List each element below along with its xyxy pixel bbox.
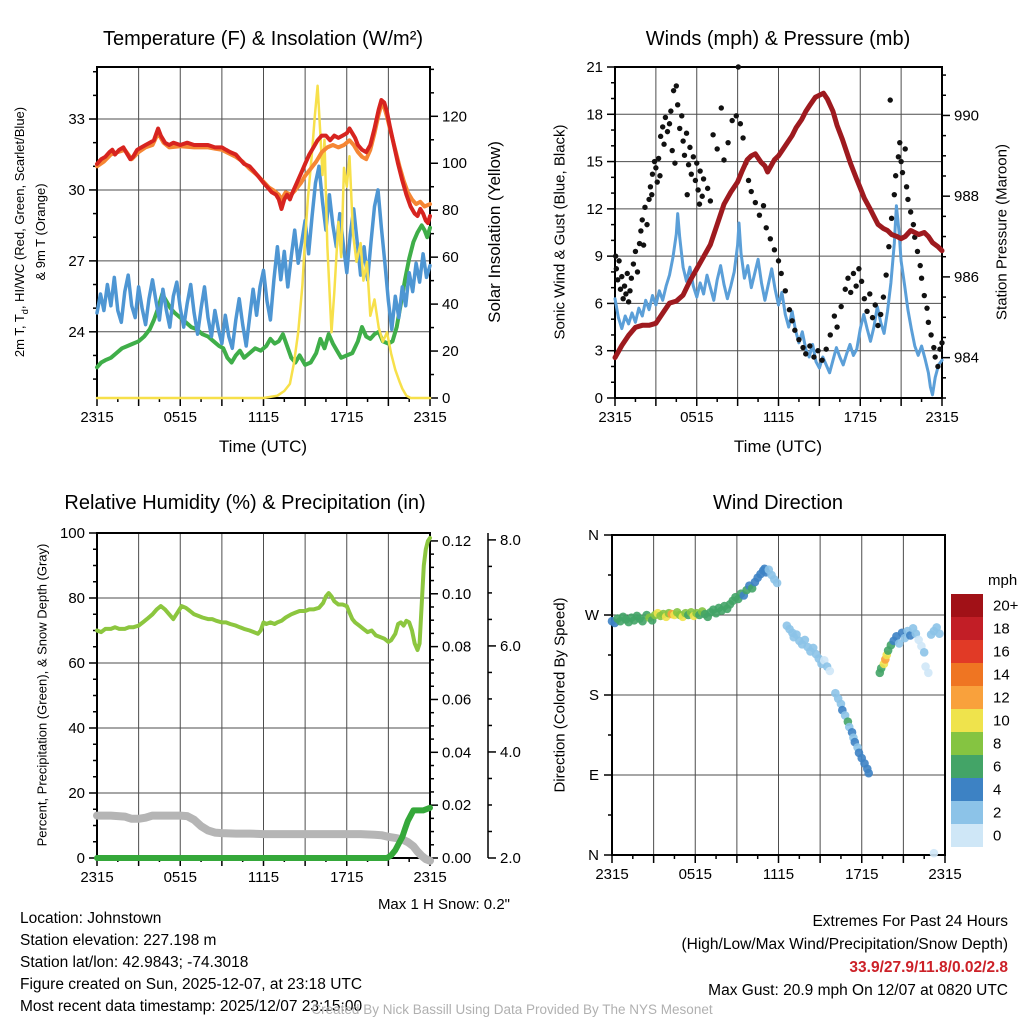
svg-text:20: 20 [68,785,85,802]
svg-text:21: 21 [586,59,603,76]
temp-y-axis-label-sub: d [19,309,30,315]
extremes-max-gust: Max Gust: 20.9 mph On 12/07 at 0820 UTC [708,982,1008,999]
svg-text:0.04: 0.04 [442,744,472,762]
svg-text:984: 984 [954,349,980,367]
svg-text:10: 10 [993,712,1010,730]
temp-y-axis-label [12,107,48,357]
svg-text:0: 0 [76,850,85,867]
svg-text:16: 16 [993,643,1010,661]
chart-title-wind-direction: Wind Direction [712,492,844,514]
svg-text:8: 8 [993,735,1002,753]
svg-text:988: 988 [954,188,980,206]
svg-text:1715: 1715 [845,866,879,883]
svg-text:0.02: 0.02 [442,797,472,815]
svg-text:8.0: 8.0 [500,531,521,549]
svg-text:18: 18 [586,106,603,124]
svg-text:0.12: 0.12 [442,532,472,550]
svg-text:0: 0 [993,827,1002,845]
svg-text:100: 100 [59,525,85,542]
footer-location: Location: Johnstown [20,910,162,927]
svg-text:0.10: 0.10 [442,585,472,603]
svg-text:60: 60 [442,249,459,267]
svg-text:18: 18 [993,620,1010,638]
extremes-block [682,910,1009,1002]
svg-text:0515: 0515 [163,409,197,426]
chart-title-humidity: Relative Humidity (%) & Precipitation (in) [64,492,426,514]
svg-text:2315: 2315 [413,409,447,426]
svg-text:1715: 1715 [330,409,364,426]
footer-timestamp: Most recent data timestamp: 2025/12/07 23:15:00 [20,998,363,1015]
svg-text:S: S [588,687,599,704]
winds-x-axis-label: Time (UTC) [733,437,823,456]
svg-text:4.0: 4.0 [500,743,521,761]
svg-text:12: 12 [993,689,1010,707]
svg-text:0: 0 [594,390,603,407]
direction-y-axis-label: Direction (Colored By Speed) [551,597,569,793]
svg-text:2.0: 2.0 [500,850,521,867]
svg-text:986: 986 [954,268,980,286]
chart-title-temperature: Temperature (F) & Insolation (W/m²) [102,28,424,50]
svg-text:0515: 0515 [680,409,714,426]
extremes-subheading: (High/Low/Max Wind/Precipitation/Snow Depth) [681,936,1008,953]
footer-elevation: Station elevation: 227.198 m [20,932,217,949]
temp-x-axis-label: Time (UTC) [218,437,308,456]
temp-y-axis-label-line2: & 9m T (Orange) [32,183,48,281]
svg-text:990: 990 [954,107,980,125]
svg-text:6: 6 [993,758,1002,776]
svg-text:1115: 1115 [247,869,280,886]
humidity-y-axis-label: Percent, Precipitation (Green), & Snow Depth (Gray) [34,543,50,847]
svg-text:2315: 2315 [80,869,114,886]
svg-text:80: 80 [68,590,85,607]
svg-text:30: 30 [68,181,85,199]
svg-text:9: 9 [594,248,603,266]
svg-text:2: 2 [993,804,1002,822]
svg-text:40: 40 [68,720,85,737]
svg-text:60: 60 [68,655,85,672]
svg-text:W: W [584,607,599,624]
svg-text:2315: 2315 [928,866,962,883]
colorbar-title: mph [988,572,1018,589]
svg-text:15: 15 [586,153,603,171]
svg-text:14: 14 [993,666,1010,684]
svg-text:4: 4 [993,781,1002,799]
svg-text:2315: 2315 [413,869,447,886]
svg-text:1115: 1115 [762,866,795,883]
svg-text:100: 100 [442,155,468,173]
svg-text:20: 20 [442,343,459,361]
svg-text:1715: 1715 [843,409,877,426]
svg-text:0.00: 0.00 [442,850,472,867]
svg-text:6.0: 6.0 [500,637,521,655]
footer-created: Figure created on Sun, 2025-12-07, at 23:18 UTC [20,976,363,993]
svg-text:E: E [588,767,599,784]
svg-text:N: N [588,847,599,864]
credit-line: Created By Nick Bassill Using Data Provided By The NYS Mesonet [311,1002,713,1017]
extremes-heading: Extremes For Past 24 Hours [812,913,1008,930]
pressure-y-axis-label: Station Pressure (Maroon) [993,144,1011,320]
footer-latlon: Station lat/lon: 42.9843; -74.3018 [20,954,249,971]
svg-text:1115: 1115 [247,409,280,426]
svg-text:80: 80 [442,202,459,220]
svg-text:2315: 2315 [925,409,959,426]
svg-text:0.08: 0.08 [442,638,472,656]
svg-text:24: 24 [68,323,85,341]
svg-text:3: 3 [594,342,603,360]
svg-text:27: 27 [68,252,85,270]
svg-text:12: 12 [586,200,603,218]
chart-title-winds: Winds (mph) & Pressure (mb) [645,28,911,50]
svg-text:33: 33 [68,111,85,129]
svg-text:1115: 1115 [762,409,795,426]
svg-text:2315: 2315 [80,409,114,426]
svg-text:0: 0 [442,390,451,407]
svg-text:N: N [588,527,599,544]
svg-text:0515: 0515 [678,866,712,883]
temp-y-axis-label-part2: , HI/WC (Red, Green, Scarlet/Blue) [12,106,28,310]
svg-text:40: 40 [442,296,459,314]
svg-text:20+: 20+ [993,597,1019,615]
svg-text:0.06: 0.06 [442,691,472,709]
svg-text:0515: 0515 [163,869,197,886]
svg-text:2315: 2315 [598,409,632,426]
insolation-y-axis-label: Solar Insolation (Yellow) [485,141,504,323]
svg-text:1715: 1715 [330,869,364,886]
svg-text:2315: 2315 [595,866,629,883]
max-snow-note: Max 1 H Snow: 0.2" [377,896,510,913]
svg-text:6: 6 [594,295,603,313]
wind-y-axis-label: Sonic Wind & Gust (Blue, Black) [551,124,569,340]
temp-y-axis-label-part1: 2m T, T [12,314,28,358]
svg-text:120: 120 [442,108,468,126]
extremes-values: 33.9/27.9/11.8/0.02/2.8 [849,959,1008,976]
